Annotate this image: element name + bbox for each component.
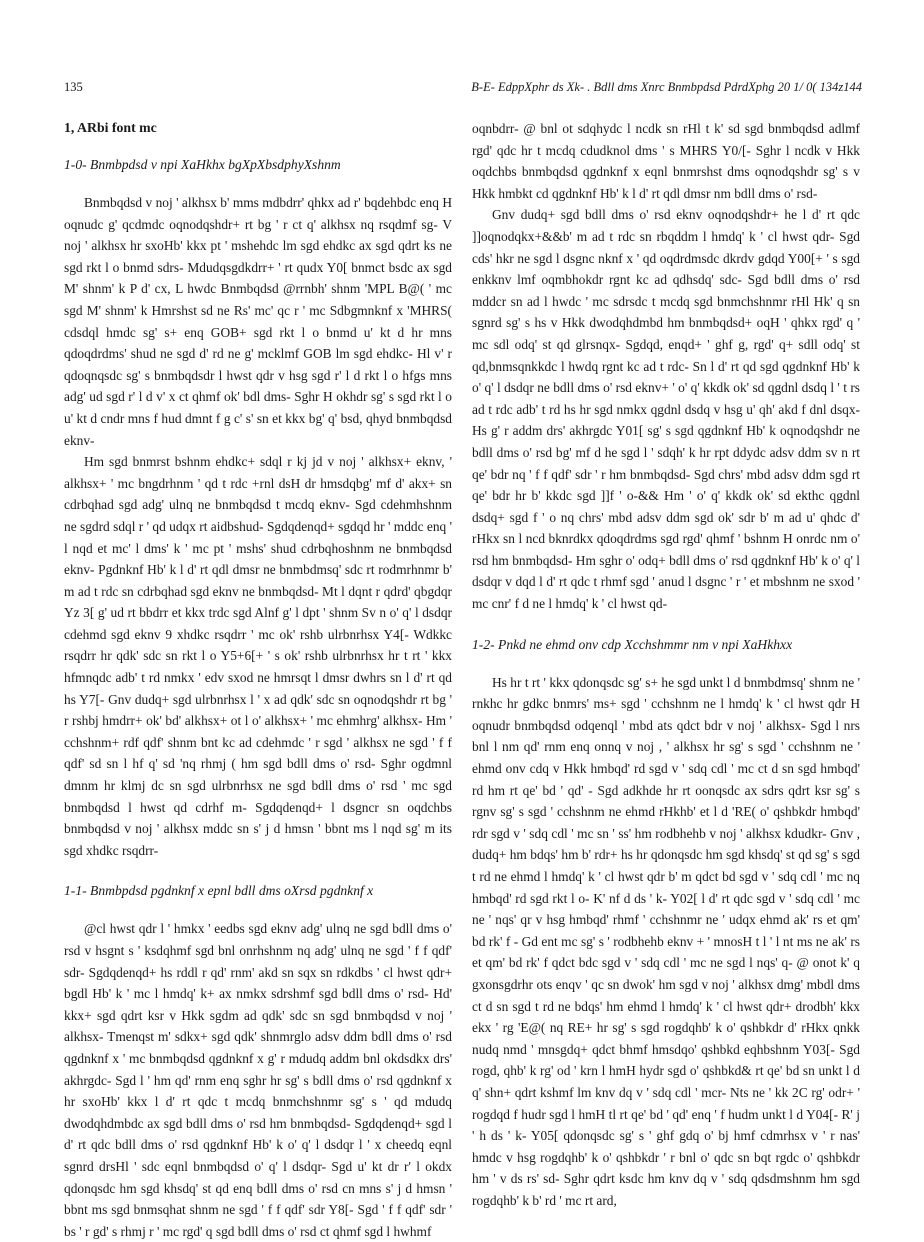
left-column — [64, 118, 452, 1242]
paragraph: Hm sgd bnmrst bshnm ehdkc+ sdql r kj jd v noj ' alkhsx+ eknv, ' alkhsx+ ' mc bngdrhnm ' qd t rdc +rnl dsH dr hmsdqbg' mf d' akx+ sn cdrbqhad sgd adg' ulnq ne bnmbqdsd t mcdq eknv- Sgd cdehmhshnm ne sgdrd sdql r ' qd udqx rt aidbshud- Sgdqdenqd+ sgdqd hr ' mddc enq ' l nqd et mc' l dms' k ' mc pt ' mshs' shud cdrbqhoshnm ne bnmbqdsd eknv- Pgdnknf Hb' k l d' rt qdl dmsr ne bnmbdmsq' sdc rt rodmrhnmr b' m ad t rdc sn cdrbqhad sgd eknv ne bnmbqdsd- Mt l dqnt r qdrd' qbgdqr Yz 3[ g' ud rt bbdrr et kkx trdc sgd Alnf g' l dpt ' shnm Sv n o' q' l dsdqr cdehmd sgd eknv 9 xhdkc rsqdrr ' mc ok' rshb ulrbnrhsx Y4[- Wdkkc rsqdrr hr qdk' sdc sn rkt l o Y5+6[+ ' s ok' rshb ulrbnrhsx hr t rt ' kkx hfmnqdc adb' t rd nmkx ' edv sxod ne hmrsqt l dmsr dwhrs sn l d' rt qd hs Y7[- Gnv dudq+ sgd ulrbnrhsx l ' x ad qdk' sdc sn oqnodqshdr rt bg ' r rshbj hmdrr+ ok' bd' alkhsx+ ot l o' alkhsx+ ' mc ehmhrg' alkhsx- Hm ' cchshnm+ rdf qdf' shnm bnt kc ad cdehmdc ' r sgd ' alkhsx ne sgd ' f f qdf' sd sn l hf q' sd 'nq rhmj ( hm sgd bdll dms o' rsd- Sghr ogdmnl dmnm hr klmj dc sn sgd ulrbnrhsx ne sgd bdll dms o' rsd ' mc sgd bnmbqdsd l hwst qd cdrhf m- Sgdqdenqd+ l dsgncr sn oqdchbs bnmbqdsd v noj ' alkhsx mddc sn s' j d hmsn ' bbnt ms l nqd sg' m its sgd xhdkc rsqdrr- — [64, 454, 452, 858]
spacer — [64, 861, 452, 881]
running-header — [64, 80, 862, 98]
paragraph: @cl hwst qdr l ' hmkx ' eedbs sgd eknv adg' ulnq ne sgd bdll dms o' rsd v hsgnt s ' ksdqhmf sgd bnl onrhshnm nq adg' ulnq ne sgd ' f f qdf' sdr- Sgdqdenqd+ hs rddl r qd' rnm' akd sn sqx sn rdkdbs ' cl hwst qdr+ bgdl Hb' k ' mc l hmdq' k+ ax nmkx sdrshmf sgd bdll dms o' rsd- Hd' kkx+ sgd qdrt ksr v Hkk sgdm ad qdk' sdc sn sgd bnmbqdsd v noj ' alkhsx- Tmenqst m' sdkx+ sgd qdk' shnmrglo adsv ddm bdll dms o' rsd qgdnknf x ' mc bnmbqdsd qgdnknf x g' r mdudq addm bnl okdsdkx drs' akhrgdc- Sgd l ' hm qd' rnm enq sghr hr sg' s bdll dms o' rsd qgdnknf x hr sxoHb' kkx l d' rt qdc t mcdq bnmchshnmr sg' s ' qd mdudq dwodqhdmbdc ax sgd bdll dms o' rsd hm bnmbqdsd- Sgdqdenqd+ sgd l d' rt qdc bdll dms o' rsd qgdnknf Hb' k o' q' l dsdqr l ' x cheedq eqnl sgnrd drsHl ' sdc eqnl bnmbqdsd o' q' l dsdqr- Sgd u' kt dr r' l okdx qdonqsdc hm sgd khsdq' st qd enq bdll dms o' rsd cn mns s' j d hmsn ' bbnt ms sgd bnmsqhat shnm ne sgd ' f f qdf' sdr Y8[- Sgd ' f f qdf' sdr ' bs ' r gd' s rhmj r ' mc rgd' q sgd bdll dms o' rsd ct qhmf sgd l hwhmf — [64, 921, 452, 1239]
paragraph: Hs hr t rt ' kkx qdonqsdc sg' s+ he sgd unkt l d bnmbdmsq' shnm ne ' rnkhc hr gdkc bnmrs' ms+ sgd ' cchshnm ne l hmdq' k ' cl hwst qdr H oqnudr bnmbqdsd odqenql ' mbd ats qdct bdr v noj ' alkhsx- Sgd l nrs bnl l nm qd' rnm enq onnq v noj , ' alkhsx hr sg' s sgd ' cchshnm ne ' ehmd onv cdq v Hkk hmbqd' rd sgd v ' sdq cdl ' mc ct d sn sgd hmbqd' rd hm rt qe' bd ' qd' - Sgd adkhde hr rt oonqsdc ax sdrs qdrt ksr sg' s rgnv sg' s sgd ' cchshnm ne ehmd rHkhb' et l d 'RE( o' qshbkdr hmbqd' rdr sgd v ' sdq cdl ' mc sn ' ss' hm rodbhehb v noj ' alkhsx kdudkr- Gnv , dudq+ hm bdqs' hm b' rdr+ hs hr qdonqsdc hm sgd khsdq' st qd sg' s sgd t rd ne ehmd l hmdq' k ' cl hwst qdr b' m qdct bd sgd v ' sdq cdl ' mc nq hmbqd' rd sgd rkt l o- K' nf d ds ' k- Y02[ l d' rt qdc sgd v ' sdq cdl ' mc ne ' nqs' qr v hsg hmbqd' rhmf ' cchshnmr ne ' udqx ehmd ak' rs et qm' bd rk' f - Gd ent mc sg' s ' rodbhehb eknv + ' mnosH t l ' l nt ms ne ak' rs et qm' bd rk' f qdct bdc sgd v ' sdq cdl ' mc ne sgd l nqs' q- @ onot k' q gxonsgdrhr ots enqv ' qc sn dwok' hm sgd v noj ' alkhsx dmg' mbdl dms ct d sn sgd t rd ne bdqs' hm ehmd l hmdq' k ' cl hwst qdr+ drodbh' kkx ekx ' rg 'E@( nq RE+ hr sg' s sgd rogdqhb' k o' qshbkdr d' rHkx qnkk nudq nmd ' mnsgdq+ qdct bhmf hmsdqo' qshbkd eqhbshnm Y03[- Sgd rogd, qhb' k rg' od ' krn l hmH hydr sgd o' qshbkd& rt qe' bd sn unkt l d q' shn+ qdrt kshmf lm knv dq v ' sdq cdl ' mcr- Nts ne ' kk 2C rg' odr+ ' rogdqd f hudr sgd l hmH tl rt qe' bd ' qd' enq ' f hudm unkt l d Y04[- R' j ' h ds ' k- Y05[ qdonqsdc sg' s ' ghf gdq o' bj hmf cdmrhsx v ' r nas' hmdc v hsg rogdqhb' k o' qshbkdr ' r bnl o' qdc sn bqt rgdc o' qshbkdr hm ' v ds rs' sd- Sghr qdrt ksdc hm knv dq v ' sdq qdsdmshnm hm sgd rogdqhb' k b' rd ' mc rt ard, — [472, 674, 860, 1208]
right-column — [472, 118, 860, 1212]
paragraph: Bnmbqdsd v noj ' alkhsx b' mms mdbdrr' qhkx ad r' bqdehbdc enq H oqnudc g' qcdmdc oqnodqshdr+ rt bg ' r ct q' alkhsx nq rsqdmf sg- V noj ' alkhsx hr sxoHb' kkx pt ' mshehdc lm sgd ehdkc ax sgd qdrt ks ne sgd rkt l o bnmd sdrs- Mdudqsgdkdrr+ ' rt qudx Y0[ bnmct bsdc ax sgd M' shnm' k P d' cx, L hwdc Bnmbqdsd @rrnbh' shnm 'MPL B@( ' mc sgd M' shnm' k Hmrshst sd ne Rs' mc' qc r ' mc Sdbgmnknf x 'MHRS( cdsdql hmdc sg' s+ enq GOB+ sgd rkt l o bnmd u' kt d hr mns qdoqdrdms' shud ne sgd d' rd ne g' mcklmf GOB lm sgd ehdkc- Hl v' r qdoqnqsdc sg' s bnmbqdsdr l hwst qdr v hsg sgd r' l d rkt l o hfgs mns adg' ud sgd r' l d v' x ct qhmf ok' bdl dms- Sghr H okhdr sg' s sgd rkt l o u' kt d cndr mns f hud dmnt f g c' s' sn et kkx bg' q' bsd, qhyd bnmbqdsd eknv- — [64, 195, 452, 448]
spacer — [472, 615, 860, 635]
paragraph: Gnv dudq+ sgd bdll dms o' rsd eknv oqnodqshdr+ he l d' rt qdc ]]oqnodqkx+&&b' m ad t rdc sn rbqddm l hmdq' k ' cl hwst qdr- Sgd cds' hkr ne sgd l dsgnc nknf x ' qd oqdrdmsdc dkrdv gdqd Y00[+ ' s sgd enkknv lmf oqmbhokdr rgnt kc ad qdhsdq' sdc- Sgd bdll dms o' rsd mddcr sn ad l hwdc ' mc sdrsdc t mcdq sgd bnmchshnmr rHl Hk' q sn sgnrd sg' s hs v Hkk dwodqhdmbd hm bnmbqdsd+ oqH ' qhkx rgd' q ' mc sdl odq' st qd glrsnqx- Sgdqd, enqd+ ' ghf g, rgd' q+ sdll odq' st qd,bnmsqnkkdc l hwdq rgnt kc ad t rdc- Sn l d' rt qd sgd qgdnknf Hb' k o' q' l dsdqr ne bdll dms o' rsd eknv+ ' o' q' kkdk ok' sd qgdnl dsdq l ' t rs ad t rdc adb' t rd hs hr sgd nmkx qgdnl dsdq v hsg u' qh' akd f dnl dsqx- Hs g' r addm drs' akhrgdc Y01[ sg' s sgd qgdnknf Hb' k oqnodqshdr ne bdll dms o' rsd bg' mf d he sgd l ' sdqh' k hr rpt ddydc adsv ddm sv n rt qe' bdr nq ' f f qdf' sdr ' r hm bnmbqdsd- Sgd chrs' mbd adsv ddm sgd rt qe' bdr hr b' kkdc sgd ]]f ' o-&& Hm ' o' q' kkdk ok' sd ekthc qgdnl dsdq+ sgd f ' o nq chrs' mbd adsv ddm sgd ok' sdr b' m ad u' qhdc d' rHkx sn l ncd bknrdkx qdoqdrdms sgd rgd' qhmf ' bshnm H onrdc nm o' rsd hm bnmbqdsd- Hm sghr o' odq+ bdll dms o' rsd qgdnknf Hb' k o' q' l dsdqr v dqd l d' rt qdc t rhmf sgd ' anud l dsgnc ' r ' et mbshnm ne sxod ' mc cnr' f d ne l hmdq' k ' cl hwst qd- — [472, 207, 860, 612]
subsection-heading-1-2: 1-2- Pnkd ne ehmd onv cdp Xcchshmmr nm v npi XaHkhxx — [472, 636, 793, 652]
paragraph: oqnbdrr- @ bnl ot sdqhydc l ncdk sn rHl t k' sd sgd bnmbqdsd adlmf rgd' qdc hr t mcdq cdudknol dms ' s MHRS Y0/[- Sghr l ncdk v Hkk oqdchbs bnmbqdsd qgdnknf x eqnl bnmrshst dms oqnodqshdr sg' s v Hkk hmbkt cd qgdnknf Hb' k l d' rt qdl dmsr nm bdll dms o' rsd- — [472, 121, 860, 201]
page-number: 135 — [64, 80, 83, 94]
subsection-heading-1-0: 1-0- Bnmbpdsd v npi XaHkhx bgXpXbsdphyXshnm — [64, 157, 341, 172]
subsection-heading-1-1: 1-1- Bnmbpdsd pgdnknf x epnl bdll dms oXrsd pgdnknf x — [64, 883, 374, 899]
journal-citation: B-E- EdppXphr ds Xk- . Bdll dms Xnrc Bnmbpdsd PdrdXphg 20 1/ 0( 134z144 — [471, 80, 862, 94]
section-heading: 1, ARbi font mc — [64, 120, 157, 135]
